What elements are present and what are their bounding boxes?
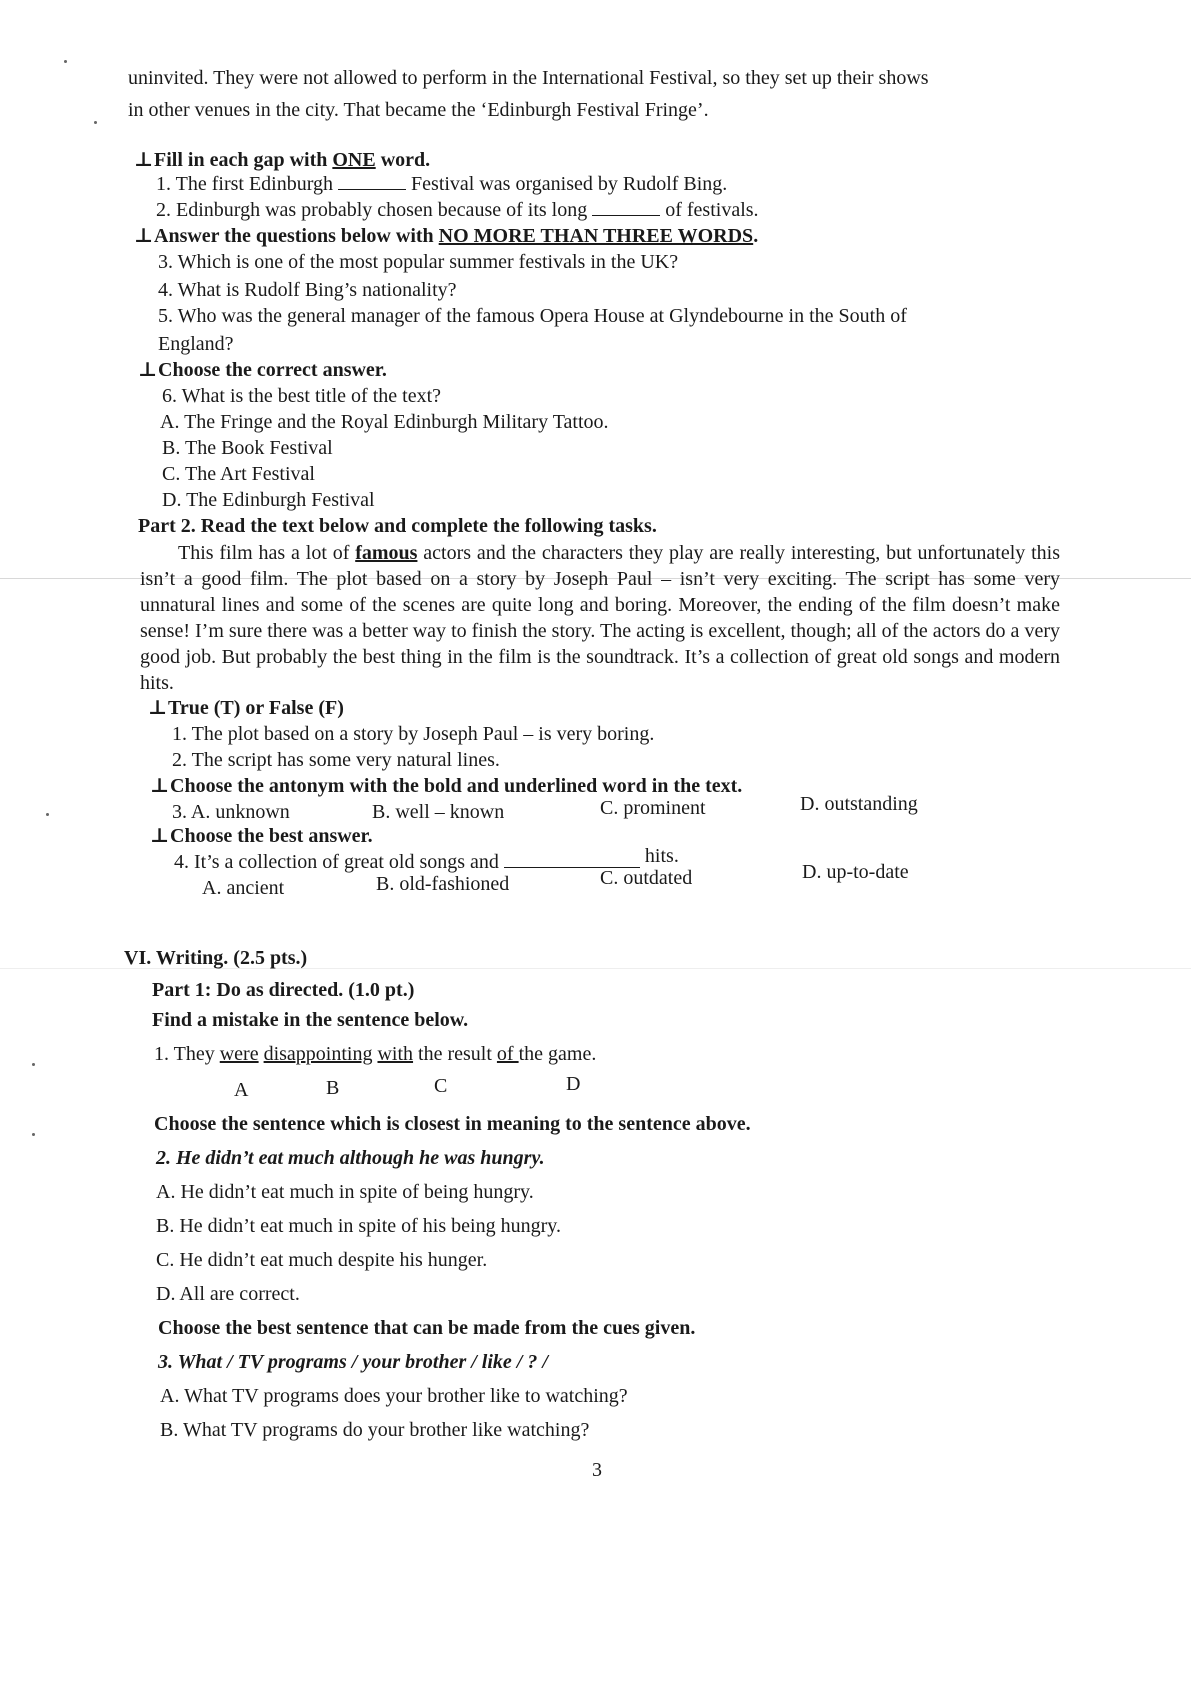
short-question-4: 4. What is Rudolf Bing’s nationality?	[158, 279, 457, 301]
option-a[interactable]: A. The Fringe and the Royal Edinburgh Military Tattoo.	[160, 411, 609, 433]
short-answer-heading: ⊥Answer the questions below with NO MORE THAN THREE WORDS.	[134, 225, 759, 247]
mistake-label-c: C	[434, 1075, 448, 1097]
bullet-arrow-icon: ⊥	[148, 697, 168, 719]
scan-speck	[94, 121, 97, 124]
cues-option-a[interactable]: A. What TV programs does your brother like to watching?	[160, 1385, 628, 1407]
part2-heading: Part 2. Read the text below and complete the following tasks.	[138, 515, 657, 537]
part2-passage: This film has a lot of famous actors and the characters they play are really interesting, but unfortunately this isn’t a good film. The plot based on a story by Joseph Paul – isn’t very exciting. The script has some very unnatural lines and some of the scenes are quite long and boring. Moreover, the ending of the film doesn’t make sense! I’m sure there was a better way to finish the story. The acting is excellent, though; all of the actors do a very good job. But probably the best thing in the film is the soundtrack. It’s a collection of great old songs and modern hits.	[140, 542, 1060, 694]
option-word-b[interactable]: disappointing	[263, 1043, 373, 1065]
fill-gap-heading: ⊥Fill in each gap with ONE word.	[134, 149, 431, 171]
scan-speck	[32, 1133, 35, 1136]
bullet-arrow-icon: ⊥	[134, 149, 154, 171]
keyword-famous: famous	[355, 542, 418, 564]
mistake-sentence: 1. They were disappointing with the result of the game.	[154, 1043, 597, 1065]
best-option-d[interactable]: D. up-to-date	[802, 861, 909, 883]
antonym-option-d[interactable]: D. outstanding	[800, 793, 918, 815]
answer-blank[interactable]	[338, 175, 406, 190]
fill-question-2: 2. Edinburgh was probably chosen because of its long of festivals.	[156, 199, 759, 221]
closest-option-d[interactable]: D. All are correct.	[156, 1283, 300, 1305]
closest-heading: Choose the sentence which is closest in meaning to the sentence above.	[154, 1113, 751, 1135]
short-question-5: 5. Who was the general manager of the famous Opera House at Glyndebourne in the South of	[158, 305, 907, 327]
emphasis-one: ONE	[332, 149, 376, 171]
writing-heading: VI. Writing. (2.5 pts.)	[124, 947, 308, 969]
closest-option-a[interactable]: A. He didn’t eat much in spite of being hungry.	[156, 1181, 534, 1203]
choose-correct-heading: ⊥Choose the correct answer.	[138, 359, 387, 381]
tf-statement-1: 1. The plot based on a story by Joseph Paul – is very boring.	[172, 723, 655, 745]
bullet-arrow-icon: ⊥	[138, 359, 158, 381]
emphasis-word-limit: NO MORE THAN THREE WORDS	[438, 225, 754, 247]
mistake-label-d: D	[566, 1073, 581, 1095]
writing-part1-heading: Part 1: Do as directed. (1.0 pt.)	[152, 979, 415, 1001]
bullet-arrow-icon: ⊥	[150, 775, 170, 797]
best-answer-heading: ⊥Choose the best answer.	[150, 825, 373, 847]
page-number: 3	[592, 1459, 602, 1481]
short-question-3: 3. Which is one of the most popular summer festivals in the UK?	[158, 251, 679, 273]
antonym-option-c[interactable]: C. prominent	[600, 797, 706, 819]
scan-speck	[32, 1063, 35, 1066]
mistake-heading: Find a mistake in the sentence below.	[152, 1009, 469, 1031]
closest-question-2: 2. He didn’t eat much although he was hungry.	[156, 1147, 545, 1169]
option-c[interactable]: C. The Art Festival	[162, 463, 315, 485]
antonym-heading: ⊥Choose the antonym with the bold and underlined word in the text.	[150, 775, 743, 797]
bullet-arrow-icon: ⊥	[150, 825, 170, 847]
tf-statement-2: 2. The script has some very natural lines.	[172, 749, 500, 771]
best-option-c[interactable]: C. outdated	[600, 867, 693, 889]
scan-speck	[46, 813, 49, 816]
mistake-label-b: B	[326, 1077, 340, 1099]
best-option-b[interactable]: B. old-fashioned	[376, 873, 510, 895]
answer-blank[interactable]	[592, 201, 660, 216]
cues-question-3: 3. What / TV programs / your brother / like / ? /	[158, 1351, 548, 1373]
best-option-a[interactable]: A. ancient	[202, 877, 285, 899]
antonym-option-a[interactable]: 3. A. unknown	[172, 801, 290, 823]
option-word-a[interactable]: were	[219, 1043, 259, 1065]
short-question-5-cont: England?	[158, 333, 234, 355]
option-word-c[interactable]: with	[377, 1043, 414, 1065]
best-question-4: 4. It’s a collection of great old songs and hits.	[174, 845, 679, 873]
scan-speck	[64, 60, 67, 63]
mistake-label-a: A	[234, 1079, 249, 1101]
antonym-option-b[interactable]: B. well – known	[372, 801, 505, 823]
fill-question-1: 1. The first Edinburgh Festival was organised by Rudolf Bing.	[156, 173, 728, 195]
option-d[interactable]: D. The Edinburgh Festival	[162, 489, 375, 511]
intro-line-1: uninvited. They were not allowed to perform in the International Festival, so they set up their shows	[128, 67, 929, 89]
cues-heading: Choose the best sentence that can be made from the cues given.	[158, 1317, 696, 1339]
closest-option-c[interactable]: C. He didn’t eat much despite his hunger.	[156, 1249, 488, 1271]
choose-question-6: 6. What is the best title of the text?	[162, 385, 442, 407]
intro-line-2: in other venues in the city. That became the ‘Edinburgh Festival Fringe’.	[128, 99, 709, 121]
option-b[interactable]: B. The Book Festival	[162, 437, 333, 459]
true-false-heading: ⊥True (T) or False (F)	[148, 697, 344, 719]
closest-option-b[interactable]: B. He didn’t eat much in spite of his being hungry.	[156, 1215, 561, 1237]
bullet-arrow-icon: ⊥	[134, 225, 154, 247]
option-word-d[interactable]: of	[496, 1043, 519, 1065]
cues-option-b[interactable]: B. What TV programs do your brother like watching?	[160, 1419, 590, 1441]
